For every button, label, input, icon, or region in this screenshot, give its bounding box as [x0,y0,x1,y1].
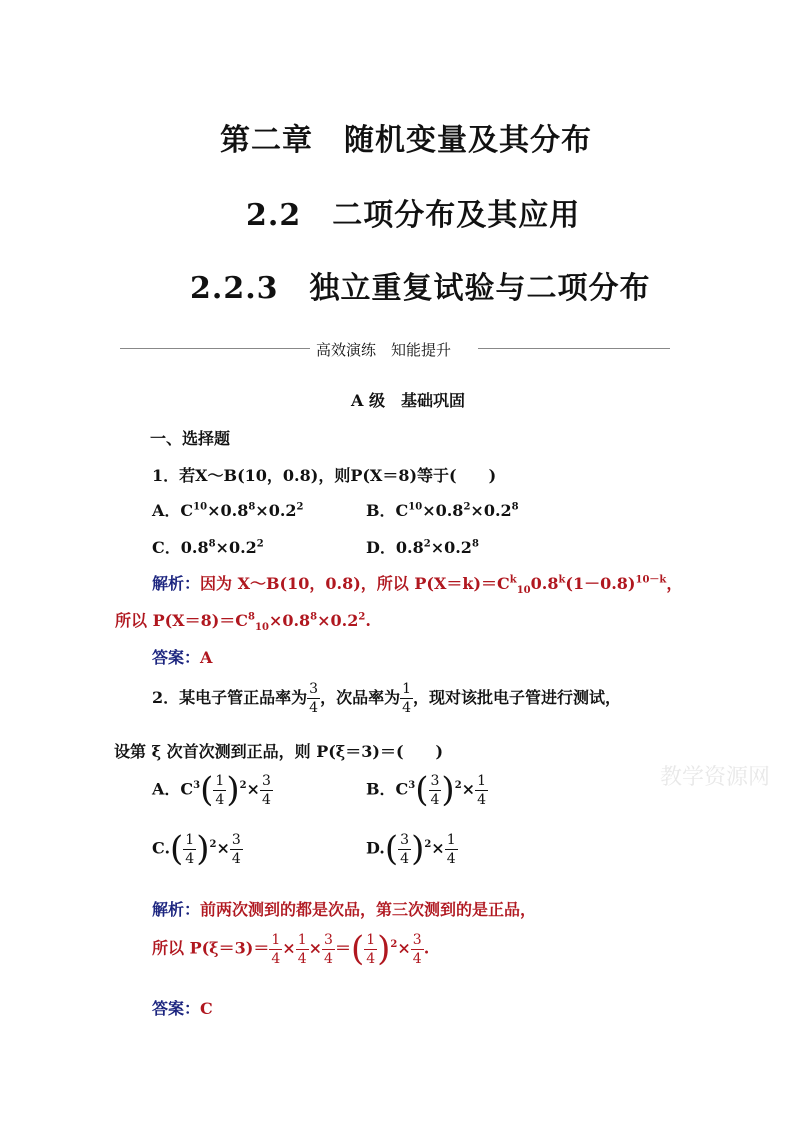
part-heading: 一、选择题 [150,429,231,448]
q2-stem-line2: 设第 ξ 次首次测到正品，则 P(ξ＝3)＝( ) [114,742,444,761]
section-title: 2.2 二项分布及其应用 [246,198,581,233]
q1-answer-label: 答案： [152,648,201,667]
q2-stem-line1: 2．某电子管正品率为 $\frac{3}{4}$ ，次品率为 $\frac{1}{4}$ ，现对该批电子管进行测试， [152,681,622,716]
q1-analysis-line2: 所以 $P(X=8)=C^8_{10}\times 0.8^8\times 0.2^2$. [115,611,371,634]
q1-answer-value: A [200,648,213,667]
banner-rule-right [478,348,670,349]
q1-option-c[interactable]: C．$0.8^8\times 0.2^2$ [152,538,264,557]
q2-answer-label: 答案： [152,999,201,1018]
q1-option-d[interactable]: D．$0.8^2\times 0.2^8$ [366,538,479,557]
chapter-title: 第二章 随机变量及其分布 [220,123,592,158]
q1-stem: 1．若X～B(10，0.8)，则P(X＝8)等于( ) [152,466,497,485]
q2-option-d[interactable]: D.( $\frac{3}{4}$ )$^2$× $\frac{1}{4}$ [366,829,456,869]
q2-analysis-line1: 解析：前两次测到的都是次品，第三次测到的是正品， [152,900,537,919]
q1-option-a[interactable]: A．$C^{10}\times 0.8^8\times 0.2^2$ [152,501,304,520]
q1-analysis-line1: 解析：因为 X～B(10，0.8)，所以 $P(X=k)=C^k_{10}0.8^k(1-0.8)^{10-k}$， [152,574,683,597]
q1-option-b[interactable]: B．$C^{10}\times 0.8^2\times 0.2^8$ [366,501,519,520]
q2-analysis-label: 解析： [152,900,201,919]
q2-answer-value: C [200,999,213,1018]
q1-answer [152,645,212,668]
level-heading: A 级 基础巩固 [351,391,465,410]
banner-text: 高效演练 知能提升 [316,341,452,359]
q2-answer [152,996,213,1019]
subsection-title: 2.2.3 独立重复试验与二项分布 [190,271,651,306]
q2-option-c[interactable]: C.( $\frac{1}{4}$ )$^2$× $\frac{3}{4}$ [152,829,241,869]
banner-rule-left [120,348,310,349]
q1-analysis-label: 解析： [152,574,201,593]
q2-analysis-line2: 所以 P(ξ＝3)＝ $\frac{1}{4}$ × $\frac{1}{4}$ × $\frac{3}{4}$ ＝( $\frac{1}{4}$ )$^2$× $\frac{3}{4}$ . [152,929,430,969]
q2-option-a[interactable]: A．$C^3$( $\frac{1}{4}$ )$^2$× $\frac{3}{4}$ [152,770,271,810]
q2-option-b[interactable]: B．$C^3$( $\frac{3}{4}$ )$^2$× $\frac{1}{4}$ [366,770,486,810]
watermark: 教学资源网 [660,765,771,790]
